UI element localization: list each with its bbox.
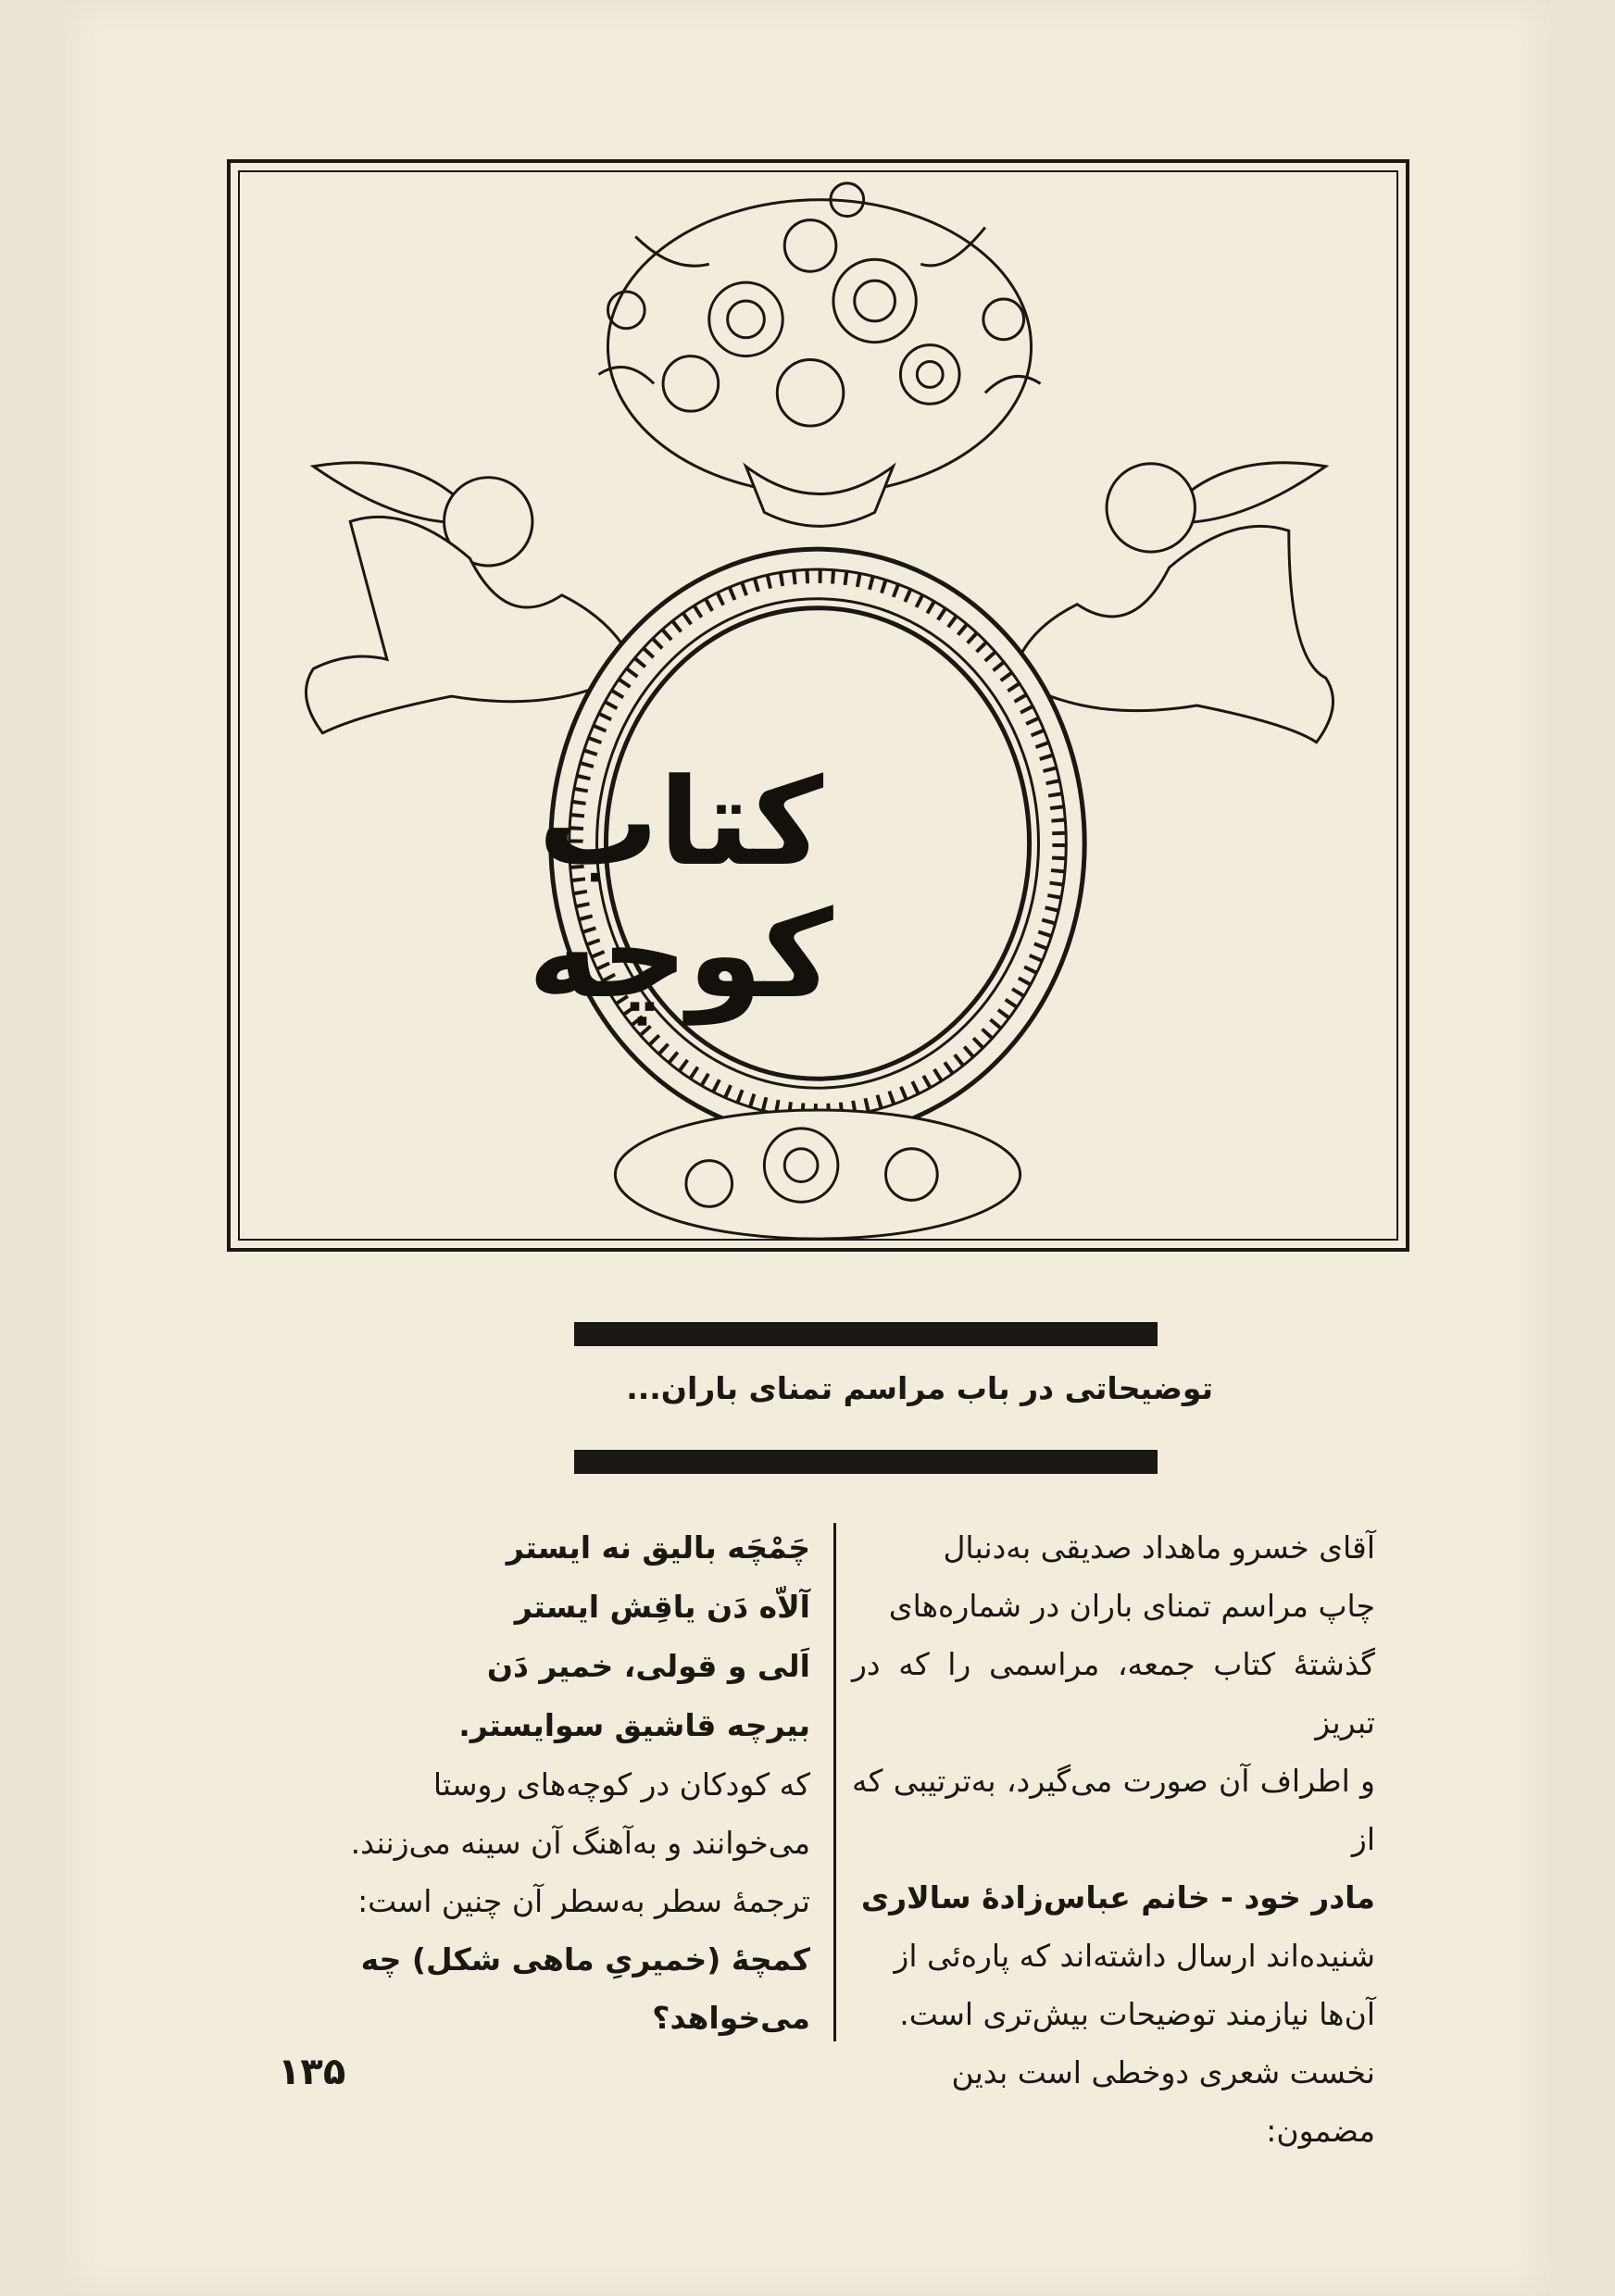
- page-number: ۱۳۵: [278, 2051, 346, 2093]
- flower-bouquet-icon: [598, 183, 1040, 494]
- top-rule: [574, 1322, 1158, 1346]
- intro-line: مادر خود - خانم عباس‌زادهٔ سالاری: [860, 1879, 1375, 1915]
- intro-line: گذشتهٔ کتاب جمعه، مراسمی را که در تبریز: [852, 1646, 1375, 1741]
- left-column: [278, 1518, 810, 2047]
- second-para-line: نخست شعری دوخطی است بدین: [951, 2054, 1375, 2090]
- verse-line: چَمْچَه بالیق نه ایستر: [506, 1529, 810, 1566]
- title-line-2: کوچه: [528, 884, 833, 1025]
- body-line: کمچهٔ (خمیریِ ماهی شکل) چه: [360, 1941, 810, 1978]
- verse-line: بیرچه قاشیق سوایستر.: [458, 1707, 810, 1743]
- vase-icon: [745, 467, 893, 527]
- body-line: که کودکان در کوچه‌های روستا: [432, 1766, 810, 1803]
- intro-line: چاپ مراسم تمنای باران در شماره‌های: [888, 1588, 1375, 1624]
- body-line: ترجمهٔ سطر به‌سطر آن چنین است:: [357, 1883, 810, 1919]
- left-cherub-icon: [306, 463, 635, 733]
- right-column: [852, 1518, 1375, 2160]
- body-line: می‌خواهد؟: [652, 2000, 810, 2036]
- title-frame: [227, 159, 1409, 1252]
- intro-line: آقای خسرو ماهداد صدیقی به‌دنبال: [943, 1529, 1375, 1566]
- body-line: می‌خوانند و به‌آهنگ آن سینه می‌زنند.: [350, 1825, 810, 1861]
- intro-line: و اطراف آن صورت می‌گیرد، به‌ترتیبی که از: [852, 1763, 1375, 1857]
- bottom-flowers-icon: [615, 1110, 1020, 1239]
- column-divider: [833, 1523, 836, 2041]
- intro-line: آن‌ها نیازمند توضیحات بیش‌تری است.: [899, 1996, 1375, 2032]
- verse-line: آلاّه دَن یاقِش ایستر: [514, 1589, 810, 1625]
- book-title: [482, 713, 880, 1065]
- ornamental-illustration: [231, 163, 1406, 1248]
- bottom-rule: [574, 1450, 1158, 1474]
- intro-line: شنیده‌اند ارسال داشته‌اند که پاره‌ئی از: [894, 1938, 1375, 1974]
- section-subheading: توضیحاتی در باب مراسم تمنای باران...: [626, 1370, 1213, 1406]
- second-para-line: مضمون:: [1266, 2113, 1375, 2149]
- verse-line: اَلی و قولی، خمیر دَن: [486, 1648, 810, 1684]
- right-cherub-icon: [1013, 463, 1333, 742]
- title-line-1: کتاب: [537, 752, 824, 892]
